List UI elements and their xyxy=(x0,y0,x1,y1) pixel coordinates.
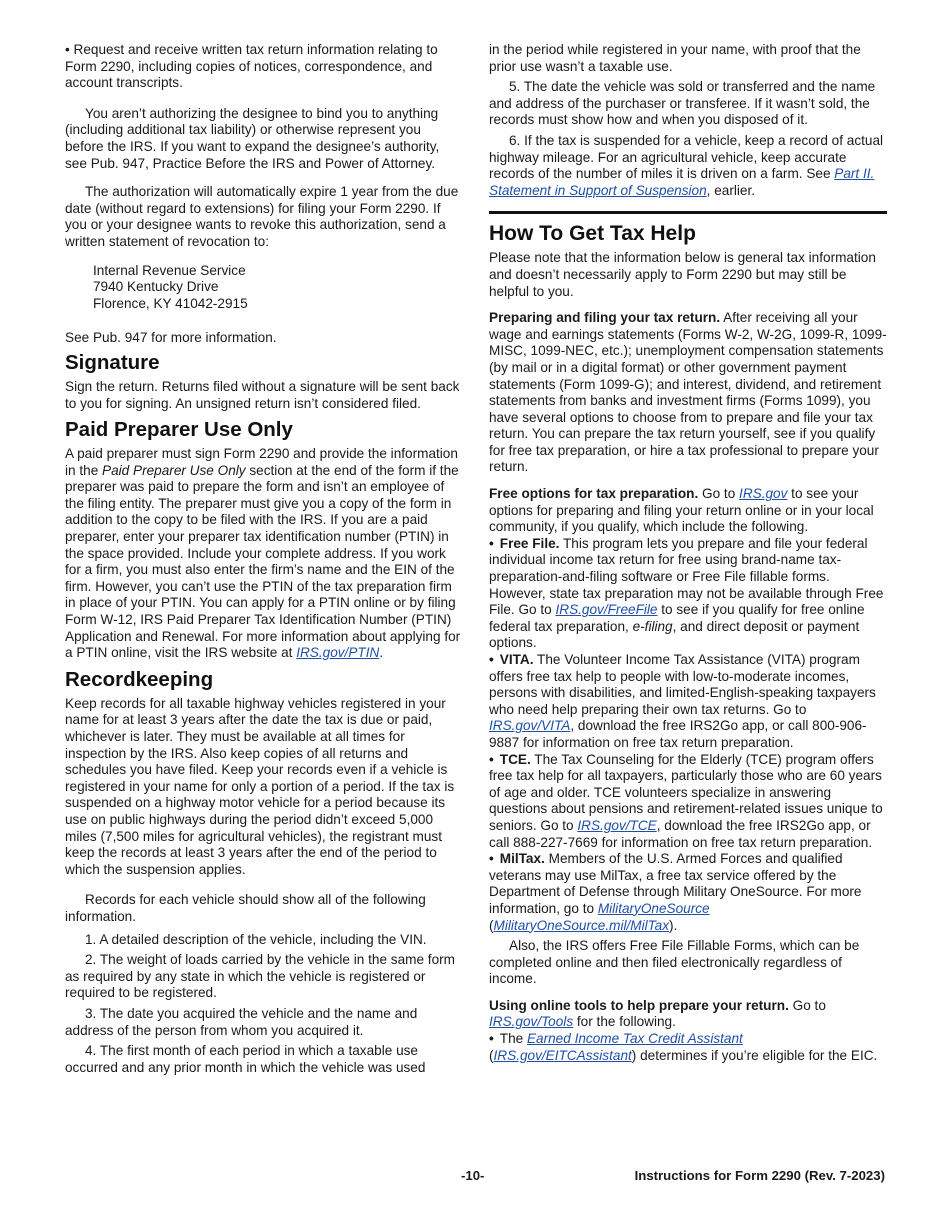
miltax-bullet: • MilTax. Members of the U.S. Armed Forces and qualified veterans may use MilTax, a free tax service offered by the Department of Defense through Military OneSource. For more information, go to MilitaryOneSource (MilitaryOneSource.mil/MilTax). xyxy=(489,851,862,933)
request-bullet-paragraph: • Request and receive written tax return information relating to Form 2290, including copies of notices, correspondence, and account transcripts. xyxy=(65,42,438,91)
miltax-link[interactable]: MilitaryOneSource.mil/MilTax xyxy=(493,917,670,933)
military-onesource-link[interactable]: MilitaryOneSource xyxy=(597,900,710,916)
not-authorizing-paragraph: You aren’t authorizing the designee to bind you to anything (including additional tax liability) or otherwise represent you before the IRS. If you want to expand the designee’s authority, see Pub. 947, Practice Before the IRS and Power of Attorney. xyxy=(65,105,440,171)
address-line: Florence, KY 41042-2915 xyxy=(93,295,248,311)
vita-bullet: • VITA. The Volunteer Income Tax Assistance (VITA) program offers free tax help to people with low-to-moderate incomes, persons with disabilities, and limited-English-speaking taxpayers who need help preparing their own tax returns. Go to IRS.gov/VITA, download the free IRS2Go app, or call 800-906-9887 for information on free tax return preparation. xyxy=(489,652,876,750)
form-reference: Instructions for Form 2290 (Rev. 7-2023) xyxy=(634,1168,885,1183)
record-item-3: 3. The date you acquired the vehicle and the name and address of the person from whom you acquired it. xyxy=(65,1005,418,1038)
left-column xyxy=(65,42,463,1080)
eitc-bullet: • The Earned Income Tax Credit Assistant (IRS.gov/EITCAssistant) determines if you’re eligible for the EIC. xyxy=(489,1031,878,1063)
paid-preparer-paragraph: A paid preparer must sign Form 2290 and provide the information in the Paid Preparer Use Only section at the end of the form if the preparer was paid to prepare the form and isn’t an employee of the filing entity. The preparer must give you a copy of the form in addition to the copy to be filed with the IRS. If you are a paid preparer, enter your preparer tax identification number (PTIN) in the space provided. Include your complete address. If you work for a firm, you must also enter the firm’s name and the EIN of the firm. However, you can’t use the PTIN of the tax preparation firm in place of your PTIN. You can apply for a PTIN online or by filing Form W-12, IRS Paid Preparer Tax Identification Number (PTIN) Application and Renewal. For more information about applying for a PTIN online, visit the IRS website at IRS.gov/PTIN. xyxy=(65,446,461,661)
ptin-link[interactable]: IRS.gov/PTIN xyxy=(296,645,380,661)
irs-tools-link[interactable]: IRS.gov/Tools xyxy=(489,1014,574,1030)
page-number: -10- xyxy=(461,1168,485,1183)
free-file-link[interactable]: IRS.gov/FreeFile xyxy=(555,602,658,618)
tce-bullet: • TCE. The Tax Counseling for the Elderly (TCE) program offers free tax help for all taxpayers, particularly those who are 60 years of age and older. TCE volunteers specialize in answering questions about pensions and retirement-related issues unique to seniors. Go to IRS.gov/TCE, download the free IRS2Go app, or call 888-227-7669 for information on free tax return preparation. xyxy=(489,751,883,850)
suspension-statement-link[interactable]: Part II. Statement in Support of Suspension xyxy=(489,166,875,198)
bullet-icon: • xyxy=(489,535,494,551)
preparing-filing-paragraph: Preparing and filing your tax return. After receiving all your wage and earnings statements (Forms W-2, W-2G, 1099-R, 1099-MISC, 1099-NEC, etc.); unemployment compensation statements (by mail or in a digital format) or other government payment statements (Form 1099-G); and interest, dividend, and retirement statements from banks and investment firms (Forms 1099), you have several options to choose from to prepare and file your tax return. You can prepare the tax return yourself, see if you qualify for free tax preparation, or hire a tax professional to prepare your return. xyxy=(489,310,887,475)
bullet-icon: • xyxy=(489,652,494,667)
section-divider xyxy=(489,211,887,214)
free-options-paragraph: Free options for tax preparation. Go to IRS.gov to see your options for preparing and filing your return online or in your local community, if you qualify, which include the following. xyxy=(489,486,874,535)
bullet-icon: • xyxy=(489,1031,494,1047)
eitc-assistant-link[interactable]: Earned Income Tax Credit Assistant xyxy=(526,1031,743,1047)
address-line: Internal Revenue Service xyxy=(93,262,246,278)
records-paragraph: Keep records for all taxable highway vehicles registered in your name for at least 3 years after the date the tax is due or paid, whichever is later. They must be available at all times for inspection by the IRS. Also keep copies of all returns and schedules you have filed. Keep your records even if a vehicle is registered in your name for only a portion of a period. If the tax is suspended on a highway motor vehicle for a period because its use on public highways during the period didn’t exceed 5,000 miles (7,500 miles for agricultural vehicles), the registrant must keep the records at least 3 years after the end of the period to which the suspension applies. xyxy=(65,695,455,877)
right-column xyxy=(489,42,887,1064)
record-item-2: 2. The weight of loads carried by the vehicle in the same form as required by any state in which the vehicle is registered or required to be registered. xyxy=(65,952,455,1001)
see-pub-paragraph: See Pub. 947 for more information. xyxy=(65,330,277,346)
tax-help-heading: How To Get Tax Help xyxy=(489,222,696,246)
bullet-icon: • xyxy=(489,751,494,767)
vita-link[interactable]: IRS.gov/VITA xyxy=(489,718,571,734)
signature-heading: Signature xyxy=(65,350,160,374)
signature-paragraph: Sign the return. Returns filed without a signature will be sent back to you for signing. An unsigned return isn’t considered filed. xyxy=(65,378,460,411)
address-line: 7940 Kentucky Drive xyxy=(93,279,219,295)
records-info-paragraph: Records for each vehicle should show all of the following information. xyxy=(65,892,426,924)
record-item-1: 1. A detailed description of the vehicle, including the VIN. xyxy=(85,931,427,947)
paid-preparer-heading: Paid Preparer Use Only xyxy=(65,418,293,442)
general-note-paragraph: Please note that the information below is general tax information and doesn’t necessarily apply to Form 2290 but may still be helpful to you. xyxy=(489,250,876,299)
recordkeeping-heading: Recordkeeping xyxy=(65,667,214,691)
eitc-assistant-url-link[interactable]: IRS.gov/EITCAssistant xyxy=(493,1047,632,1063)
record-item-4-continued: in the period while registered in your name, with proof that the prior use wasn’t a taxable use. xyxy=(489,42,861,74)
record-item-4: 4. The first month of each period in which a taxable use occurred and any prior month in which the vehicle was used xyxy=(65,1043,426,1075)
irs-address xyxy=(93,263,463,313)
free-file-bullet: • Free File. This program lets you prepare and file your federal individual income tax return for free using brand-name tax-preparation-and-filing software or Free File fillable forms. However, state tax preparation may not be available through Free File. Go to IRS.gov/FreeFile to see if you qualify for free online federal tax preparation, e-filing, and direct deposit or payment options. xyxy=(489,535,884,651)
bullet-icon: • xyxy=(489,851,494,867)
online-tools-paragraph: Using online tools to help prepare your return. Go to IRS.gov/Tools for the following. xyxy=(489,997,826,1030)
irs-gov-link[interactable]: IRS.gov xyxy=(739,486,788,502)
tce-link[interactable]: IRS.gov/TCE xyxy=(577,817,657,833)
record-item-5: 5. The date the vehicle was sold or transferred and the name and address of the purchaser or transferee. If it wasn’t sold, the records must show how and when you disposed of it. xyxy=(489,79,876,128)
free-file-fillable-paragraph: Also, the IRS offers Free File Fillable Forms, which can be completed online and then filed electronically regardless of income. xyxy=(489,938,860,987)
expire-paragraph: The authorization will automatically expire 1 year from the due date (without regard to extensions) for filing your Form 2290. If you or your designee wants to revoke this authorization, send a written statement of revocation to: xyxy=(65,184,459,249)
record-item-6: 6. If the tax is suspended for a vehicle, keep a record of actual highway mileage. For an agricultural vehicle, keep accurate records of the number of miles it is driven on a farm. See Part II. Statement in Support of Suspension, earlier. xyxy=(489,132,884,198)
